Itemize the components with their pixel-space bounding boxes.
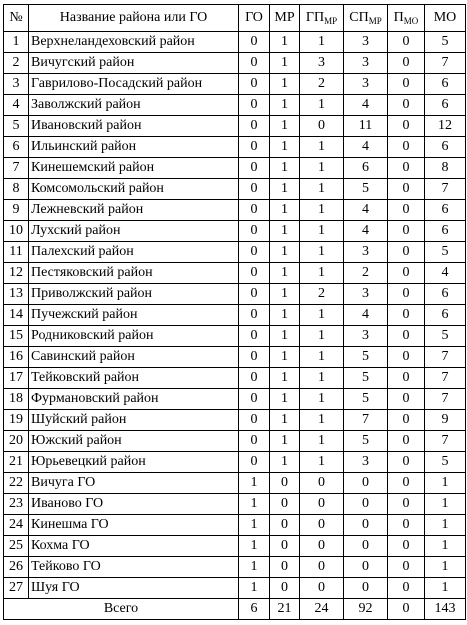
cell-mr: 1 [270,242,300,263]
cell-sp-mr: 3 [344,326,388,347]
cell-sp-mr: 3 [344,32,388,53]
total-gp-mr: 24 [300,599,344,620]
row-number: 1 [4,32,29,53]
cell-gp-mr: 1 [300,389,344,410]
table-row [4,494,466,515]
cell-gp-mr: 1 [300,263,344,284]
district-name: Ильинский район [29,137,239,158]
table-row [4,284,466,305]
cell-sp-mr: 3 [344,74,388,95]
total-p-mo: 0 [388,599,425,620]
district-name: Приволжский район [29,284,239,305]
table-row [4,305,466,326]
total-sp-mr: 92 [344,599,388,620]
row-number: 18 [4,389,29,410]
cell-sp-mr: 2 [344,263,388,284]
cell-mr: 1 [270,221,300,242]
cell-sp-mr: 0 [344,557,388,578]
row-number: 4 [4,95,29,116]
cell-go: 0 [239,74,270,95]
cell-mr: 1 [270,326,300,347]
cell-mo: 7 [425,347,466,368]
cell-sp-mr: 0 [344,494,388,515]
cell-mr: 1 [270,32,300,53]
cell-gp-mr: 1 [300,200,344,221]
cell-gp-mr: 1 [300,242,344,263]
col-header-go: ГО [239,5,270,32]
district-name: Гаврилово-Посадский район [29,74,239,95]
cell-go: 0 [239,452,270,473]
cell-sp-mr: 0 [344,473,388,494]
cell-p-mo: 0 [388,452,425,473]
cell-p-mo: 0 [388,242,425,263]
cell-mo: 5 [425,242,466,263]
total-mo: 143 [425,599,466,620]
district-name: Лухский район [29,221,239,242]
cell-mr: 0 [270,557,300,578]
header-row [4,5,466,32]
cell-mo: 6 [425,284,466,305]
district-name: Юрьевецкий район [29,452,239,473]
table-row [4,389,466,410]
cell-mo: 6 [425,305,466,326]
cell-sp-mr: 4 [344,95,388,116]
cell-mo: 4 [425,263,466,284]
total-mr: 21 [270,599,300,620]
cell-gp-mr: 1 [300,95,344,116]
row-number: 5 [4,116,29,137]
cell-mo: 7 [425,179,466,200]
cell-sp-mr: 4 [344,305,388,326]
cell-go: 0 [239,263,270,284]
district-name: Кохма ГО [29,536,239,557]
row-number: 22 [4,473,29,494]
pmo-sub-text: МО [403,16,419,26]
cell-go: 0 [239,95,270,116]
table-row [4,221,466,242]
row-number: 20 [4,431,29,452]
row-number: 14 [4,305,29,326]
row-number: 21 [4,452,29,473]
cell-mo: 12 [425,116,466,137]
district-name: Тейково ГО [29,557,239,578]
cell-sp-mr: 5 [344,368,388,389]
row-number: 15 [4,326,29,347]
total-label: Всего [4,599,239,620]
cell-sp-mr: 5 [344,179,388,200]
cell-mo: 1 [425,536,466,557]
cell-p-mo: 0 [388,473,425,494]
cell-sp-mr: 11 [344,116,388,137]
cell-sp-mr: 3 [344,242,388,263]
district-name: Савинский район [29,347,239,368]
cell-mr: 1 [270,263,300,284]
cell-go: 0 [239,179,270,200]
cell-gp-mr: 2 [300,74,344,95]
col-header-p-mo [388,5,425,32]
cell-p-mo: 0 [388,32,425,53]
cell-mr: 1 [270,368,300,389]
table-row [4,158,466,179]
cell-mo: 7 [425,368,466,389]
cell-mo: 6 [425,137,466,158]
cell-mr: 1 [270,53,300,74]
cell-gp-mr: 1 [300,410,344,431]
cell-p-mo: 0 [388,515,425,536]
table-row [4,242,466,263]
cell-go: 0 [239,326,270,347]
row-number: 6 [4,137,29,158]
cell-go: 0 [239,158,270,179]
cell-go: 0 [239,284,270,305]
table-row [4,263,466,284]
cell-gp-mr: 0 [300,578,344,599]
row-number: 24 [4,515,29,536]
cell-mr: 0 [270,515,300,536]
cell-mo: 1 [425,515,466,536]
district-name: Палехский район [29,242,239,263]
table-row [4,179,466,200]
cell-mo: 9 [425,410,466,431]
row-number: 10 [4,221,29,242]
cell-gp-mr: 0 [300,473,344,494]
cell-sp-mr: 0 [344,578,388,599]
cell-mo: 6 [425,95,466,116]
cell-mo: 1 [425,494,466,515]
district-name: Шуйский район [29,410,239,431]
cell-gp-mr: 1 [300,158,344,179]
district-name: Кинешма ГО [29,515,239,536]
table-row [4,95,466,116]
cell-p-mo: 0 [388,578,425,599]
cell-gp-mr: 0 [300,536,344,557]
table-row [4,32,466,53]
municipalities-table [3,4,466,620]
table-row [4,578,466,599]
cell-mo: 5 [425,326,466,347]
table-row [4,326,466,347]
district-name: Вичуга ГО [29,473,239,494]
row-number: 12 [4,263,29,284]
district-name: Пестяковский район [29,263,239,284]
cell-p-mo: 0 [388,410,425,431]
district-name: Пучежский район [29,305,239,326]
table-row [4,200,466,221]
district-name: Родниковский район [29,326,239,347]
cell-sp-mr: 4 [344,221,388,242]
cell-go: 0 [239,410,270,431]
cell-p-mo: 0 [388,494,425,515]
cell-p-mo: 0 [388,137,425,158]
cell-gp-mr: 1 [300,221,344,242]
cell-sp-mr: 4 [344,200,388,221]
district-name: Верхнеландеховский район [29,32,239,53]
cell-go: 0 [239,200,270,221]
table-row [4,410,466,431]
cell-mr: 1 [270,158,300,179]
table-row [4,116,466,137]
gp-sub-text: МР [324,16,338,26]
cell-go: 0 [239,116,270,137]
cell-p-mo: 0 [388,368,425,389]
cell-p-mo: 0 [388,200,425,221]
row-number: 11 [4,242,29,263]
cell-mr: 1 [270,305,300,326]
table-row [4,431,466,452]
cell-mo: 1 [425,578,466,599]
table-row [4,515,466,536]
cell-mo: 7 [425,53,466,74]
cell-go: 0 [239,32,270,53]
cell-sp-mr: 4 [344,137,388,158]
cell-gp-mr: 1 [300,347,344,368]
cell-go: 0 [239,368,270,389]
cell-sp-mr: 3 [344,452,388,473]
cell-mr: 1 [270,179,300,200]
cell-sp-mr: 5 [344,389,388,410]
cell-go: 1 [239,578,270,599]
district-name: Южский район [29,431,239,452]
district-name: Лежневский район [29,200,239,221]
cell-go: 1 [239,536,270,557]
district-name: Тейковский район [29,368,239,389]
row-number: 9 [4,200,29,221]
cell-p-mo: 0 [388,95,425,116]
cell-go: 1 [239,473,270,494]
row-number: 2 [4,53,29,74]
cell-mr: 1 [270,116,300,137]
cell-mr: 1 [270,389,300,410]
district-name: Кинешемский район [29,158,239,179]
cell-mr: 1 [270,410,300,431]
col-header-name: Название района или ГО [29,5,239,32]
cell-go: 0 [239,221,270,242]
cell-p-mo: 0 [388,221,425,242]
cell-mr: 0 [270,536,300,557]
col-header-mr: МР [270,5,300,32]
cell-sp-mr: 0 [344,515,388,536]
cell-go: 0 [239,347,270,368]
cell-gp-mr: 0 [300,116,344,137]
cell-sp-mr: 3 [344,284,388,305]
cell-go: 0 [239,242,270,263]
row-number: 26 [4,557,29,578]
gp-main-text: ГП [305,10,325,25]
cell-p-mo: 0 [388,557,425,578]
row-number: 8 [4,179,29,200]
cell-mr: 0 [270,473,300,494]
cell-mo: 6 [425,221,466,242]
cell-mr: 1 [270,95,300,116]
cell-p-mo: 0 [388,53,425,74]
cell-p-mo: 0 [388,431,425,452]
table-row [4,368,466,389]
total-row [4,599,466,620]
table-row [4,74,466,95]
cell-gp-mr: 1 [300,326,344,347]
table-row [4,347,466,368]
cell-mr: 1 [270,347,300,368]
col-header-number: № [4,5,29,32]
cell-mo: 7 [425,389,466,410]
cell-go: 0 [239,53,270,74]
cell-mr: 1 [270,74,300,95]
district-name: Заволжский район [29,95,239,116]
table-row [4,452,466,473]
table-row [4,137,466,158]
cell-p-mo: 0 [388,158,425,179]
cell-mr: 1 [270,200,300,221]
row-number: 25 [4,536,29,557]
cell-gp-mr: 0 [300,494,344,515]
cell-mo: 1 [425,473,466,494]
row-number: 3 [4,74,29,95]
cell-mr: 0 [270,494,300,515]
cell-gp-mr: 1 [300,137,344,158]
cell-sp-mr: 3 [344,53,388,74]
cell-gp-mr: 1 [300,32,344,53]
row-number: 16 [4,347,29,368]
cell-mo: 6 [425,200,466,221]
col-header-sp-mr [344,5,388,32]
total-go: 6 [239,599,270,620]
row-number: 13 [4,284,29,305]
district-name: Ивановский район [29,116,239,137]
cell-mr: 1 [270,137,300,158]
cell-sp-mr: 5 [344,431,388,452]
cell-p-mo: 0 [388,347,425,368]
cell-sp-mr: 5 [344,347,388,368]
cell-gp-mr: 1 [300,431,344,452]
cell-mo: 7 [425,431,466,452]
cell-p-mo: 0 [388,74,425,95]
cell-mr: 1 [270,284,300,305]
cell-gp-mr: 3 [300,53,344,74]
cell-go: 0 [239,389,270,410]
cell-gp-mr: 1 [300,452,344,473]
table-row [4,557,466,578]
row-number: 17 [4,368,29,389]
cell-mo: 1 [425,557,466,578]
cell-mo: 5 [425,452,466,473]
cell-p-mo: 0 [388,116,425,137]
sp-main-text: СП [349,10,369,25]
row-number: 23 [4,494,29,515]
cell-go: 0 [239,137,270,158]
cell-mr: 1 [270,431,300,452]
cell-mo: 8 [425,158,466,179]
table-row [4,53,466,74]
row-number: 7 [4,158,29,179]
cell-gp-mr: 1 [300,368,344,389]
cell-p-mo: 0 [388,389,425,410]
table-row [4,536,466,557]
cell-mo: 6 [425,74,466,95]
cell-mr: 1 [270,452,300,473]
table-row [4,473,466,494]
cell-go: 1 [239,494,270,515]
cell-gp-mr: 0 [300,557,344,578]
district-name: Шуя ГО [29,578,239,599]
cell-gp-mr: 2 [300,284,344,305]
cell-mr: 0 [270,578,300,599]
cell-mo: 5 [425,32,466,53]
district-name: Иваново ГО [29,494,239,515]
cell-p-mo: 0 [388,326,425,347]
row-number: 27 [4,578,29,599]
cell-p-mo: 0 [388,263,425,284]
district-name: Фурмановский район [29,389,239,410]
district-name: Вичугский район [29,53,239,74]
cell-go: 0 [239,431,270,452]
cell-gp-mr: 1 [300,179,344,200]
sp-sub-text: МР [368,16,382,26]
district-name: Комсомольский район [29,179,239,200]
cell-go: 0 [239,305,270,326]
row-number: 19 [4,410,29,431]
cell-sp-mr: 6 [344,158,388,179]
cell-go: 1 [239,515,270,536]
cell-p-mo: 0 [388,536,425,557]
col-header-gp-mr [300,5,344,32]
cell-go: 1 [239,557,270,578]
cell-sp-mr: 7 [344,410,388,431]
cell-gp-mr: 1 [300,305,344,326]
cell-p-mo: 0 [388,305,425,326]
pmo-main-text: П [393,10,404,25]
cell-p-mo: 0 [388,284,425,305]
cell-sp-mr: 0 [344,536,388,557]
cell-gp-mr: 0 [300,515,344,536]
cell-p-mo: 0 [388,179,425,200]
col-header-mo: МО [425,5,466,32]
